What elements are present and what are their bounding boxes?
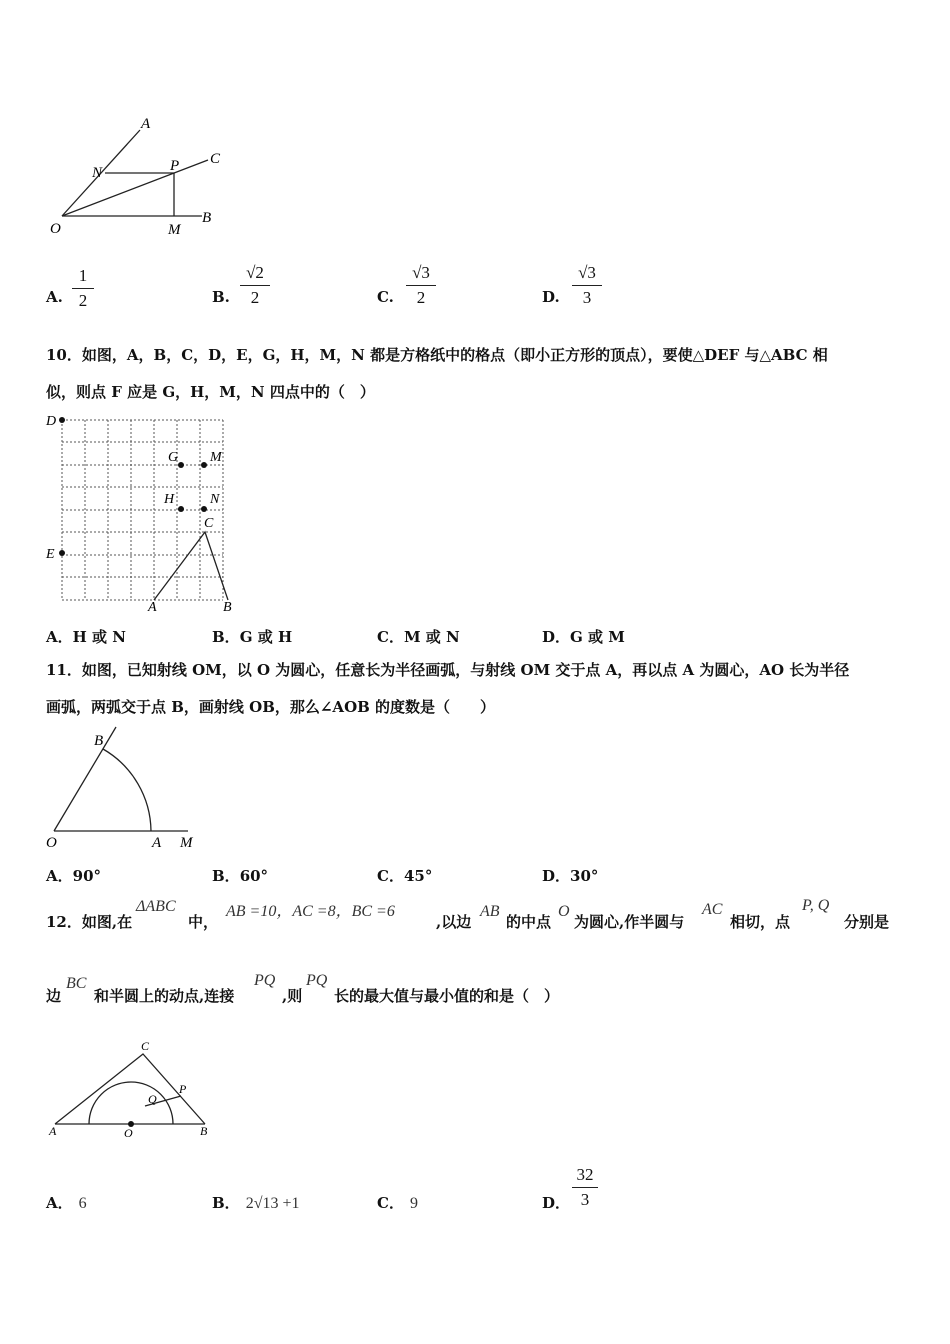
q12-option-d[interactable]: D． [542, 1194, 571, 1212]
q10-label-n: N [210, 492, 220, 507]
q9-label-p: P [170, 158, 180, 174]
q9-option-d[interactable]: D. [542, 288, 560, 306]
q11-option-b[interactable]: B．60° [212, 867, 269, 885]
q12-label-p: P [179, 1082, 187, 1096]
q12-text-4: 的中点 [506, 913, 552, 931]
q12-math-pq: P, Q [802, 897, 830, 914]
q11-option-a[interactable]: A．90° [46, 867, 102, 885]
q9-option-b[interactable]: B. [212, 288, 230, 306]
q9-option-c[interactable]: C. [377, 288, 394, 306]
q10-stem-line2: 似，则点 F 应是 G，H，M，N 四点中的（ ） [46, 383, 375, 401]
q9-figure [40, 110, 240, 245]
q10-grid-figure [40, 410, 240, 620]
q12-text-7: 分别是 [844, 913, 890, 931]
q11-option-c[interactable]: C．45° [377, 867, 433, 885]
q11-option-d[interactable]: D．30° [542, 867, 599, 885]
q12-text-3: ,以边 [436, 913, 472, 931]
q12-math-bc: BC [66, 975, 87, 992]
q12-option-a[interactable]: A． 6 [46, 1194, 87, 1212]
q10-label-b: B [223, 600, 232, 615]
q12-math-pq-1: PQ [254, 972, 276, 989]
q9-option-b-value: √2 2 [240, 263, 270, 308]
q12-label-a: A [49, 1124, 57, 1138]
q10-option-d[interactable]: D．G 或 M [542, 628, 625, 646]
q11-stem-line1: 11．如图，已知射线 OM，以 O 为圆心，任意长为半径画弧，与射线 OM 交于点 A，再以点 A 为圆心，AO 长为半径 [46, 661, 850, 679]
q10-option-a[interactable]: A．H 或 N [46, 628, 126, 646]
q12-text-11: 长的最大值与最小值的和是（ ） [334, 987, 560, 1005]
q10-label-a: A [148, 600, 157, 615]
q9-label-m: M [168, 222, 181, 238]
q9-label-o: O [50, 221, 61, 237]
q9-label-b: B [202, 210, 212, 226]
q9-option-a[interactable]: A. [46, 288, 63, 306]
q12-math-ac: AC [702, 901, 723, 918]
q10-label-h: H [164, 492, 175, 507]
q10-label-e: E [46, 547, 55, 562]
q12-label-b: B [200, 1124, 208, 1138]
q12-math-ab: AB [480, 903, 500, 920]
q10-label-g: G [168, 450, 179, 465]
q10-option-b[interactable]: B．G 或 H [212, 628, 293, 646]
q10-label-m: M [210, 450, 222, 465]
q12-label-c: C [141, 1040, 150, 1053]
q12-text-5: 为圆心,作半圆与 [574, 913, 685, 931]
q12-figure [45, 1040, 220, 1140]
q9-label-c: C [210, 151, 221, 167]
q11-stem-line2: 画弧，两弧交于点 B，画射线 OB，那么∠AOB 的度数是（ ） [46, 698, 496, 716]
q12-option-b[interactable]: B． 2√13 +1 [212, 1194, 300, 1212]
q12-math-pq-2: PQ [306, 972, 328, 989]
q10-label-d: D [46, 414, 57, 429]
q12-label-q: Q [148, 1092, 157, 1106]
q12-text-6: 相切，点 [730, 913, 791, 931]
q9-label-n: N [92, 165, 103, 181]
q11-figure [40, 725, 210, 855]
q11-label-b: B [94, 733, 104, 749]
q12-label-o: O [124, 1126, 133, 1140]
q9-option-a-value: 1 2 [72, 266, 94, 311]
q10-label-c: C [204, 516, 214, 531]
q9-option-c-value: √3 2 [406, 263, 436, 308]
q12-text-2: 中， [188, 913, 219, 931]
q11-label-m: M [180, 835, 193, 851]
q12-text-8: 边 [46, 987, 62, 1005]
q11-label-o: O [46, 835, 57, 851]
q10-option-c[interactable]: C．M 或 N [377, 628, 460, 646]
q12-math-sides: AB =10，AC =8，BC =6 [226, 903, 395, 920]
q12-option-d-value: 32 3 [572, 1165, 598, 1210]
q12-text-9: 和半圆上的动点,连接 [94, 987, 235, 1005]
q12-option-c[interactable]: C． 9 [377, 1194, 418, 1212]
q12-text-10: ,则 [282, 987, 303, 1005]
q9-label-a: A [141, 116, 151, 132]
q9-option-d-value: √3 3 [572, 263, 602, 308]
q12-math-triangle: ΔABC [136, 898, 176, 915]
q12-text-1: 12．如图,在 [46, 913, 133, 931]
q12-math-o: O [558, 903, 570, 920]
q10-stem-line1: 10．如图，A，B，C，D，E，G，H，M，N 都是方格纸中的格点（即小正方形的顶点），要使△DEF 与△ABC 相 [46, 346, 828, 364]
q11-label-a: A [152, 835, 162, 851]
